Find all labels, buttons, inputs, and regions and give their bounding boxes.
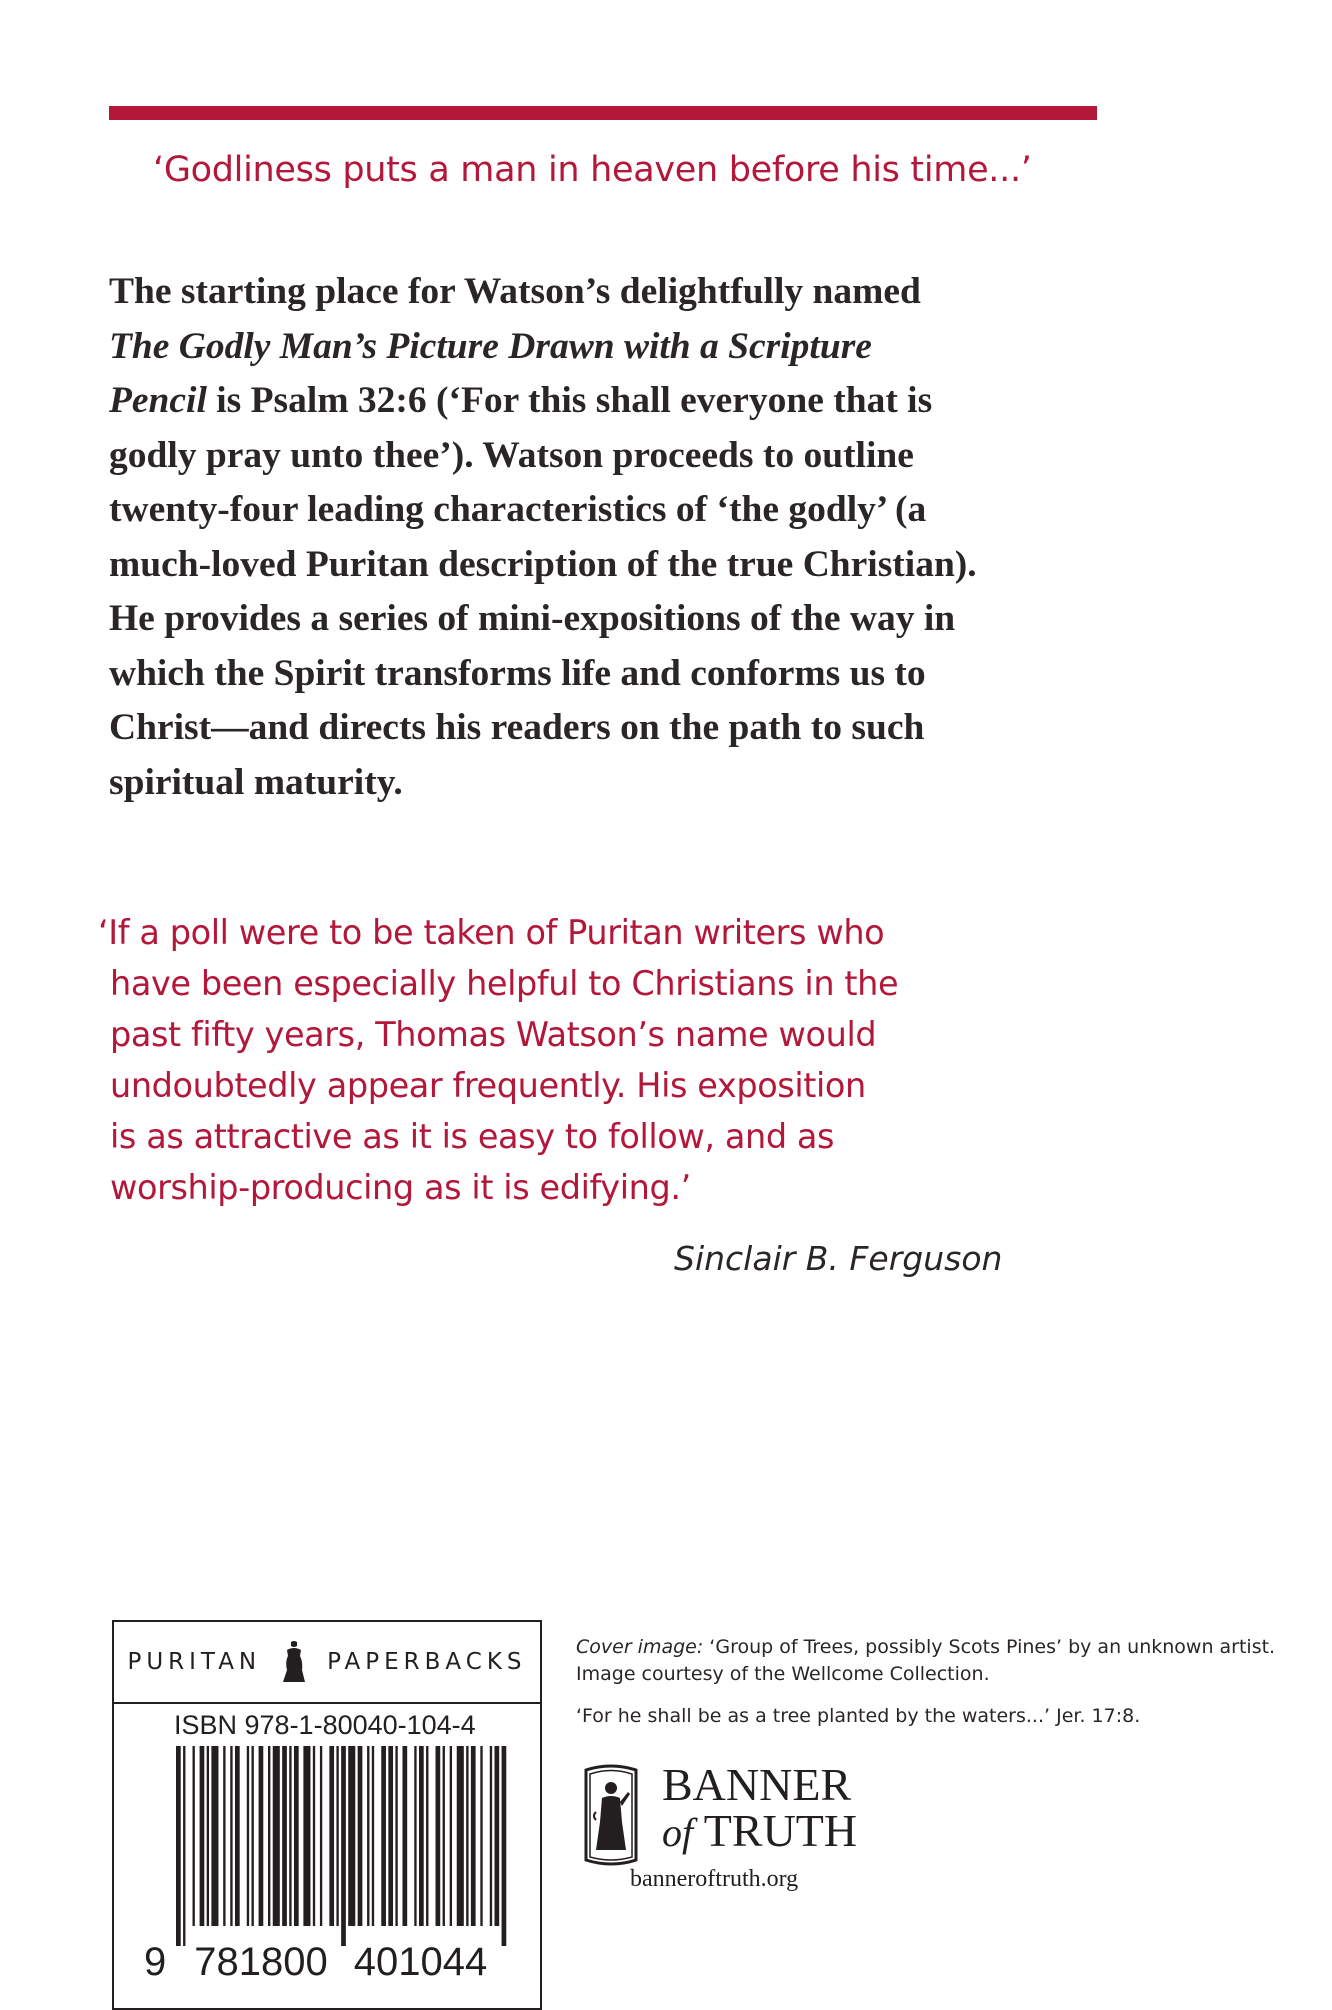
barcode-bar [466,1746,468,1926]
publisher-logo [576,1759,896,1872]
book-description [109,265,1129,810]
description-line [109,320,1129,375]
endorsement-quote [98,907,998,1213]
description-line: much-loved Puritan description of the true Christian). [109,543,977,585]
description-text: is Psalm 32:6 (‘For this shall everyone that is [206,380,933,421]
barcode-bar [289,1746,291,1926]
barcode-bar [329,1746,334,1926]
barcode-bar [395,1746,397,1926]
barcode-bar [251,1746,253,1926]
cover-verse: ‘For he shall be as a tree planted by the waters...’ Jer. 17:8. [576,1705,1141,1727]
barcode-bar [367,1746,369,1926]
barcode-bar [282,1746,287,1926]
ean-digits [144,1940,524,1985]
barcode-bar [200,1746,205,1926]
barcode-bar [494,1746,499,1926]
barcode-bar [358,1746,363,1926]
barcode-bar [450,1746,452,1926]
barcode-bar [211,1746,218,1926]
description-line [109,374,1129,429]
barcode-bar [303,1746,310,1926]
endorsement-line: past fifty years, Thomas Watson’s name would [110,1015,877,1054]
credit-text: ‘Group of Trees, possibly Scots Pines’ by an unknown artist. Image courtesy of the Wellcome Collection. [576,1636,1276,1685]
barcode-bar [259,1746,264,1926]
barcode-bar [457,1746,464,1926]
series-name-left: PURITAN [127,1649,262,1675]
series-name-right: PAPERBACKS [327,1649,527,1675]
barcode-bar [471,1746,476,1926]
barcode-bar [273,1746,280,1926]
publisher-url: banneroftruth.org [630,1866,799,1892]
barcode-bar [176,1746,181,1946]
barcode-bar [414,1746,416,1926]
barcode-bar [348,1746,355,1926]
barcode-bar [372,1746,374,1926]
barcode-bar [223,1746,225,1926]
publisher-name-line2-wrap [662,1805,858,1856]
isbn-label: ISBN 978-1-80040-104-4 [174,1710,476,1740]
barcode-bar [294,1746,299,1926]
cover-image-credit [576,1634,1296,1688]
barcode-bar [207,1746,209,1926]
book-title-italic: The Godly Man’s Picture Drawn with a Scripture [109,325,872,367]
top-accent-rule [109,106,1097,120]
description-line: He provides a series of mini-expositions of the way in [109,598,956,639]
barcode-bar [502,1746,507,1946]
barcode-bar [480,1746,482,1926]
barcode-bar [419,1746,424,1926]
barcode-bar [268,1746,270,1926]
barcode-bar [235,1746,240,1926]
barcode-bar [381,1746,386,1926]
publisher-name-line1: BANNER [662,1759,852,1810]
barcode-bar [443,1746,445,1926]
barcode-bar [193,1746,195,1926]
barcode-bar [436,1746,441,1926]
endorsement-line: have been especially helpful to Christians in the [110,964,899,1003]
description-line: spiritual maturity. [109,761,403,803]
barcode-bar [490,1746,492,1926]
book-title-italic: Pencil [109,380,207,421]
barcode-bar [388,1746,393,1926]
description-line: The starting place for Watson’s delightfully named [109,271,921,312]
barcode-bar [426,1746,428,1926]
description-line: godly pray unto thee’). Watson proceeds to outline [109,434,914,476]
series-header [114,1622,540,1704]
tagline-quote: ‘Godliness puts a man in heaven before his time...’ [153,150,1032,190]
publisher-name-of: of [662,1810,694,1855]
ean-first-digit: 9 [144,1940,167,1984]
credit-label: Cover image: [576,1636,704,1658]
endorsement-author: Sinclair B. Ferguson [674,1239,1003,1278]
endorsement-line: is as attractive as it is easy to follow, and as [110,1117,835,1156]
barcode [176,1746,511,1946]
barcode-bar [313,1746,315,1926]
endorsement-line: undoubtedly appear frequently. His exposition [110,1066,866,1105]
ean-group-2: 401044 [353,1940,488,1984]
barcode-bar [183,1746,185,1946]
endorsement-line: ‘If a poll were to be taken of Puritan writers who [98,913,885,952]
barcode-bar [402,1746,407,1926]
barcode-bar [320,1746,322,1926]
description-line: which the Spirit transforms life and conforms us to [109,652,926,694]
barcode-bar [341,1746,346,1946]
puritan-figure-icon [279,1640,309,1684]
ean-group-1: 781800 [194,1940,328,1984]
description-line: twenty-four leading characteristics of ‘the godly’ (a [109,489,927,530]
publisher-name [662,1759,858,1856]
series-barcode-box [112,1620,542,2010]
publisher-name-line2: TRUTH [703,1805,858,1856]
publisher-emblem-icon [576,1762,646,1872]
barcode-bar [230,1746,232,1926]
barcode-bar [336,1746,338,1926]
endorsement-line: worship-producing as it is edifying.’ [110,1168,691,1207]
description-line: Christ—and directs his readers on the path to such [109,707,925,748]
barcode-bar [247,1746,249,1926]
